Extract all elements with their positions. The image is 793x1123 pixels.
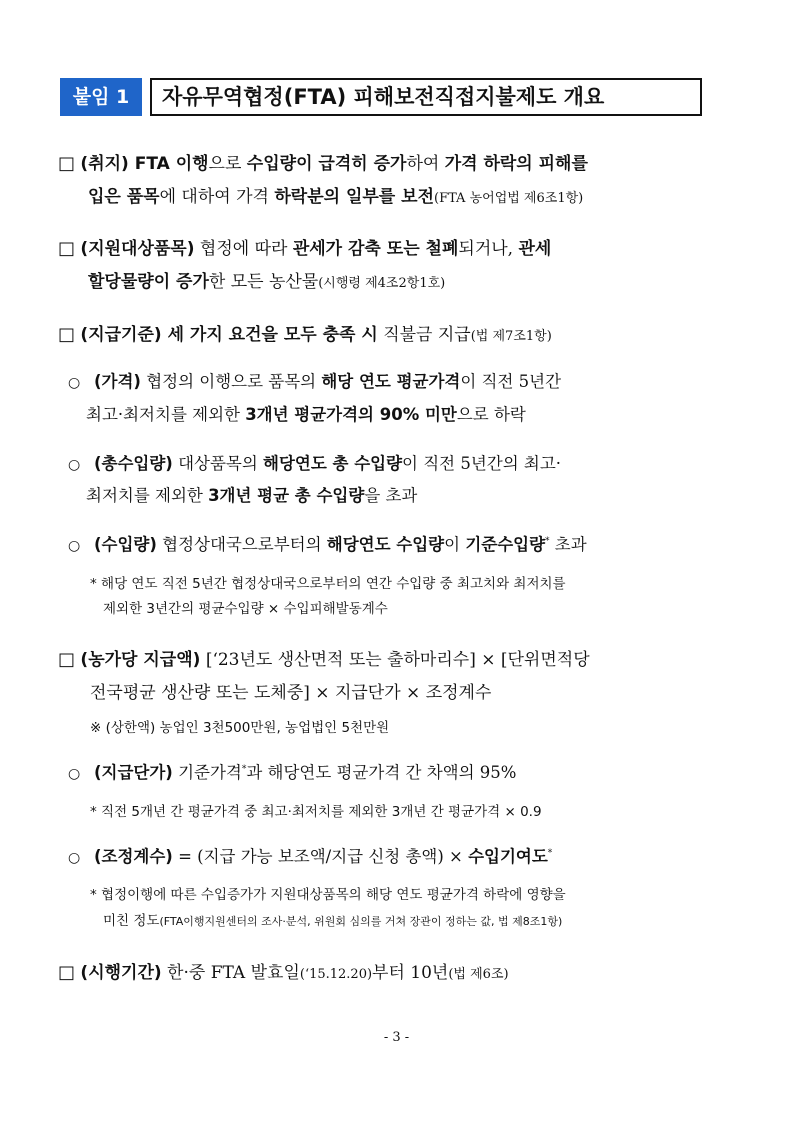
period-text: 부터 10년 [372, 963, 449, 983]
unit-price-line [0, 759, 793, 783]
total-import-text: 을 초과 [364, 486, 418, 505]
purpose-line-1 [0, 149, 793, 174]
circle-bullet: ○ [68, 457, 81, 473]
payment-cap-note: ※ (상한액) 농업인 3천500만원, 농업법인 5천만원 [90, 720, 390, 736]
unit-price-text: 과 해당연도 평균가격 간 차액의 95% [246, 763, 517, 782]
total-import-text: 대상품목의 [172, 454, 264, 473]
square-bullet: □ [58, 238, 76, 259]
adjust-label: (조정계수) [94, 847, 173, 866]
target-label: (지원대상품목) [80, 239, 195, 259]
purpose-line-2 [0, 182, 793, 207]
criteria-text: 직불금 지급 [377, 325, 471, 345]
total-import-text: 3개년 평균 총 수입량 [208, 486, 365, 505]
square-bullet: □ [58, 153, 76, 174]
import-label: (수입량) [94, 535, 157, 554]
target-text: 되거나, [458, 239, 519, 259]
circle-bullet: ○ [68, 375, 81, 391]
square-bullet: □ [58, 324, 76, 345]
target-text: 한 모든 농산물 [208, 272, 319, 292]
purpose-text: 수입량이 급격히 증가 [246, 154, 407, 174]
target-text: 관세가 감축 또는 철폐 [292, 239, 459, 259]
period-line [0, 958, 793, 983]
total-import-label: (총수입량) [94, 454, 173, 473]
purpose-reference: (FTA 농어업법 제6조1항) [434, 191, 584, 206]
purpose-text: 하락분의 일부를 보전 [274, 187, 434, 207]
total-import-text: 최저치를 제외한 [86, 486, 209, 505]
adjust-note-1: * 협정이행에 따른 수입증가가 지원대상품목의 해당 연도 평균가격 하락에 영향을 [90, 887, 566, 903]
adjust-note-text: 미친 정도 [103, 913, 160, 929]
criteria-reference: (법 제7조1항) [470, 329, 552, 344]
document-title: 자유무역협정(FTA) 피해보전직접지불제도 개요 [150, 78, 702, 116]
adjust-text: = (지급 가능 보조액/지급 신청 총액) × [172, 847, 469, 866]
circle-bullet: ○ [68, 766, 81, 782]
target-line-2 [0, 267, 793, 292]
price-text: 3개년 평균가격의 90% 미만 [245, 405, 457, 424]
import-text: 기준수입량 [465, 535, 546, 554]
unit-price-text: 기준가격 [172, 763, 242, 782]
attachment-badge: 붙임 1 [60, 78, 142, 116]
purpose-text: FTA 이행 [128, 154, 209, 174]
total-import-text: 이 직전 5년간의 최고· [402, 454, 562, 473]
purpose-text: 가격 하락의 피해를 [444, 154, 588, 174]
import-text: 협정상대국으로부터의 [156, 535, 327, 554]
unit-price-note: * 직전 5개년 간 평균가격 중 최고·최저치를 제외한 3개년 간 평균가격 × 0.9 [90, 804, 542, 820]
adjust-text: 수입기여도 [468, 847, 548, 866]
payment-line-1 [0, 645, 793, 670]
period-reference: (법 제6조) [448, 967, 509, 982]
criteria-label: (지급기준) [80, 325, 162, 345]
price-text: 해당 연도 평균가격 [321, 372, 461, 391]
page-number: - 3 - [383, 1030, 410, 1045]
price-text: 으로 하락 [456, 405, 526, 424]
target-text: 할당물량이 증가 [88, 272, 209, 292]
purpose-text: 에 대하여 가격 [159, 187, 275, 207]
import-text: 초과 [549, 535, 587, 554]
target-text: 관세 [518, 239, 552, 259]
footnote-star: * [241, 764, 247, 775]
circle-bullet: ○ [68, 538, 81, 554]
target-reference: (시행령 제4조2항1호) [318, 276, 446, 291]
import-text: 해당연도 수입량 [326, 535, 445, 554]
period-label: (시행기간) [80, 963, 162, 983]
import-note-1: * 해당 연도 직전 5년간 협정상대국으로부터의 연간 수입량 중 최고치와 최저치를 [90, 576, 566, 592]
attachment-header [60, 78, 605, 116]
adjust-note-reference: (FTA이행지원센터의 조사·분석, 위원회 심의를 거쳐 장관이 정하는 값, 법 제8조1항) [159, 915, 563, 928]
import-line-1 [0, 531, 793, 555]
purpose-text: 입은 품목 [88, 187, 160, 207]
purpose-label: (취지) [80, 154, 129, 174]
price-text: 최고·최저치를 제외한 [86, 405, 246, 424]
period-text: 한·중 FTA 발효일 [161, 963, 300, 983]
import-text: 이 [444, 535, 466, 554]
price-line-1 [0, 368, 793, 392]
criteria-line [0, 320, 793, 345]
price-text: 협정의 이행으로 품목의 [140, 372, 322, 391]
square-bullet: □ [58, 649, 76, 670]
price-text: 이 직전 5년간 [460, 372, 562, 391]
adjust-note-2 [0, 909, 793, 929]
footnote-star: * [547, 848, 553, 859]
circle-bullet: ○ [68, 850, 81, 866]
payment-formula: [‘23년도 생산면적 또는 출하마리수] × [단위면적당 [200, 650, 590, 670]
purpose-text: 으로 [208, 154, 247, 174]
payment-label: (농가당 지급액) [80, 650, 201, 670]
square-bullet: □ [58, 962, 76, 983]
purpose-text: 하여 [406, 154, 445, 174]
target-text: 협정에 따라 [194, 239, 293, 259]
total-import-line-1 [0, 450, 793, 474]
total-import-text: 해당연도 총 수입량 [263, 454, 403, 473]
import-note-2: 제외한 3년간의 평균수입량 × 수입피해발동계수 [103, 601, 388, 617]
adjust-line [0, 843, 793, 867]
total-import-line-2 [0, 482, 793, 506]
price-line-2 [0, 401, 793, 425]
footnote-star: * [545, 536, 550, 547]
payment-line-2: 전국평균 생산량 또는 도체중] × 지급단가 × 조정계수 [90, 683, 492, 703]
unit-price-label: (지급단가) [94, 763, 173, 782]
target-line-1 [0, 234, 793, 259]
period-date: (‘15.12.20) [299, 967, 373, 982]
price-label: (가격) [94, 372, 141, 391]
criteria-text: 세 가지 요건을 모두 충족 시 [161, 325, 378, 345]
